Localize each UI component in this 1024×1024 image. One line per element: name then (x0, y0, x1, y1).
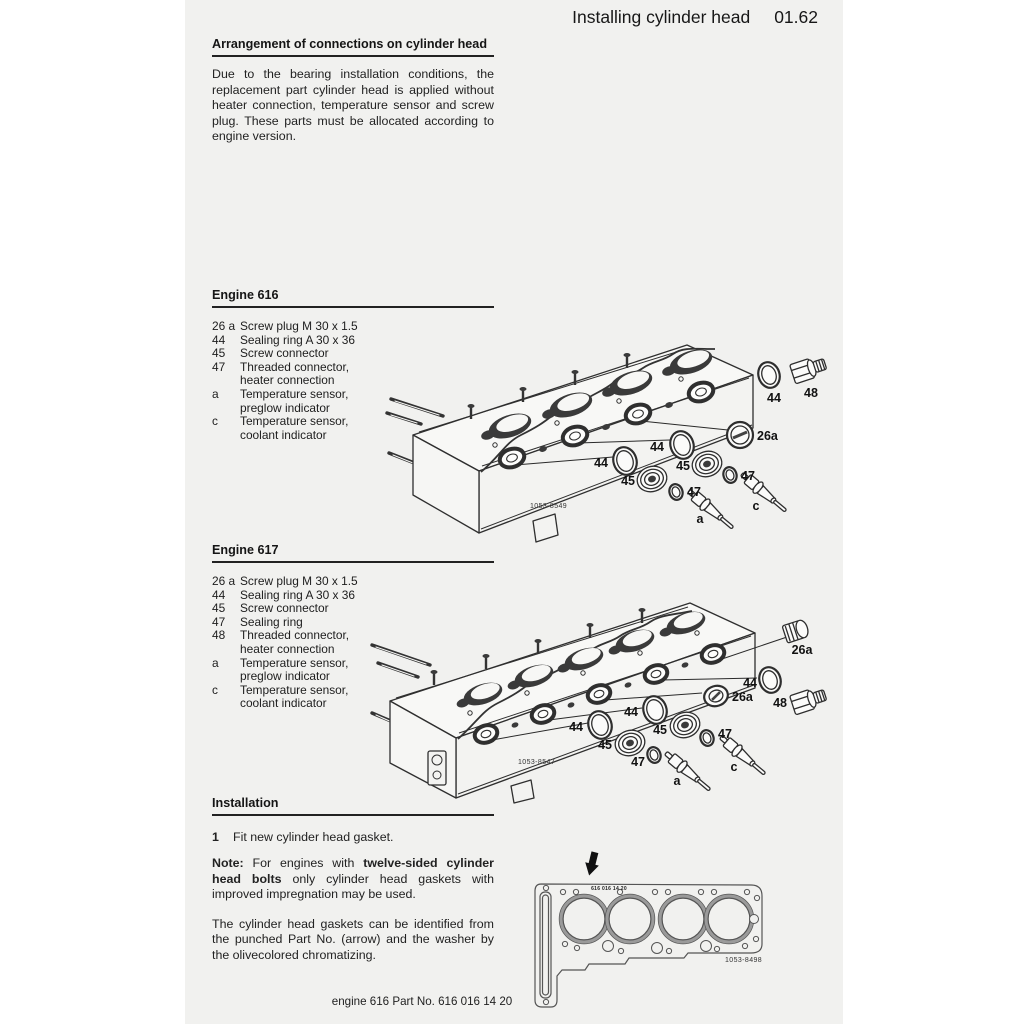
part-desc: Screw plug M 30 x 1.5 (240, 574, 358, 588)
part-ref: 45 (212, 346, 226, 361)
callout-45-mid: 45 (653, 723, 667, 737)
gasket-part-number-stamp: 616 016 14 20 (591, 886, 627, 892)
part-desc2: coolant indicator (240, 696, 327, 711)
section-heading-engine-617: Engine 617 (212, 543, 494, 563)
callout-26a: 26a (757, 429, 778, 443)
sealing-ring-47-low (667, 482, 684, 501)
side-bracket (428, 751, 446, 785)
screw-plug-26a-top (782, 619, 810, 643)
part-desc2: preglow indicator (240, 669, 330, 684)
screw-connector-45-mid (689, 447, 725, 480)
bolt-holes (543, 885, 759, 1004)
note-pre: For engines with (243, 856, 364, 870)
cylinder-head-drawing-617 (372, 603, 755, 803)
sealing-ring-47-right (698, 728, 715, 747)
part-desc: Screw connector (240, 346, 329, 361)
callout-c: c (730, 760, 738, 774)
callout-44-top: 44 (767, 391, 781, 405)
gasket-water-slot (540, 892, 551, 998)
part-ref: 47 (212, 359, 226, 374)
part-ref: 44 (212, 587, 226, 602)
callout-44-mid: 44 (624, 705, 638, 719)
figure-number-617: 1053-8547 (518, 759, 556, 766)
part-ref: 48 (212, 628, 226, 643)
part-ref: 26 a (212, 319, 236, 333)
engine-616-figure (385, 323, 845, 538)
callout-44-mid: 44 (650, 440, 664, 454)
note-label: Note: (212, 856, 244, 870)
part-desc: Sealing ring A 30 x 36 (240, 587, 356, 602)
head-foot (533, 514, 558, 542)
part-ref: 44 (212, 332, 226, 347)
part-desc: Threaded connector, (240, 628, 350, 643)
page-title: Installing cylinder head (572, 7, 751, 27)
part-desc: Screw connector (240, 601, 329, 616)
part-desc: Temperature sensor, (240, 386, 349, 401)
note-post: only cylinder head gaskets with improved impregnation may be used. (212, 871, 494, 901)
glow-plug-a (662, 748, 714, 795)
callout-47-right: 47 (741, 469, 755, 483)
callout-45-low: 45 (598, 738, 612, 752)
part-ref: 26 a (212, 574, 236, 588)
part-number-arrow (582, 851, 601, 878)
section-heading-installation: Installation (212, 796, 494, 816)
step-text: Fit new cylinder head gasket. (233, 830, 394, 844)
sealing-ring-47-low (645, 745, 662, 764)
callout-45-low: 45 (621, 474, 635, 488)
part-desc2: preglow indicator (240, 400, 330, 415)
part-desc2: heater connection (240, 641, 335, 656)
callout-48: 48 (773, 696, 787, 710)
engine-617-figure (370, 583, 840, 803)
callout-44-low: 44 (594, 456, 608, 470)
page-code: 01.62 (774, 7, 818, 27)
figure-number-616: 1053-8549 (530, 503, 568, 510)
callout-44-right: 44 (743, 676, 757, 690)
sealing-ring-44-right (756, 664, 784, 695)
callout-a: a (673, 774, 681, 788)
part-desc: Screw plug M 30 x 1.5 (240, 319, 358, 333)
page-footer: engine 616 Part No. 616 016 14 20 (331, 995, 513, 1008)
part-desc: Sealing ring A 30 x 36 (240, 332, 356, 347)
figure-number-gasket: 1053-8498 (725, 957, 763, 964)
part-desc: Sealing ring (240, 614, 303, 629)
part-desc: Temperature sensor, (240, 655, 349, 670)
installation-step (212, 830, 494, 844)
callout-26a-mid: 26a (732, 690, 753, 704)
part-ref: 47 (212, 614, 226, 629)
part-desc: Temperature sensor, (240, 682, 349, 697)
part-ref: a (212, 655, 219, 670)
callout-26a-top: 26a (791, 643, 813, 657)
callout-a: a (696, 512, 704, 526)
step-number: 1 (212, 830, 219, 844)
callout-48: 48 (804, 386, 818, 400)
callout-47-low: 47 (687, 485, 701, 499)
section-arrangement (212, 37, 494, 145)
section-installation (212, 796, 494, 963)
part-desc: Temperature sensor, (240, 414, 349, 429)
part-ref: a (212, 386, 219, 401)
part-ref: c (212, 414, 218, 429)
note-bold-phrase: twelve-sided cylinder head bolts (212, 856, 494, 886)
callout-44-low: 44 (569, 720, 583, 734)
callout-47-low: 47 (631, 755, 645, 769)
section-heading-engine-616: Engine 616 (212, 288, 494, 308)
section-heading-arrangement: Arrangement of connections on cylinder head (212, 37, 494, 57)
installation-note (212, 856, 494, 903)
arrangement-paragraph: Due to the bearing installation conditions, the replacement part cylinder head is applied without heater connection, temperature sensor and screw plug. These parts must be allocated according to engine version. (212, 67, 494, 143)
page-scan (185, 0, 843, 1024)
part-desc2: heater connection (240, 373, 335, 388)
threaded-connector-48 (790, 685, 829, 715)
installation-paragraph: The cylinder head gaskets can be identified from the punched Part No. (arrow) and the washer by the olivecolored chromatizing. (212, 916, 494, 962)
sealing-ring-47-right (721, 465, 738, 484)
page-header (572, 7, 818, 28)
threaded-connector-48 (790, 354, 829, 384)
callout-c: c (752, 499, 760, 513)
head-foot (511, 780, 534, 803)
part-desc2: coolant indicator (240, 427, 327, 442)
screw-plug-26a (727, 422, 753, 448)
callout-47-right: 47 (718, 727, 732, 741)
part-ref: c (212, 682, 218, 697)
sealing-ring-44-top (755, 359, 783, 390)
part-desc: Threaded connector, (240, 359, 350, 374)
callout-45-mid: 45 (676, 459, 690, 473)
cylinder-bores (559, 894, 753, 943)
part-ref: 45 (212, 601, 226, 616)
